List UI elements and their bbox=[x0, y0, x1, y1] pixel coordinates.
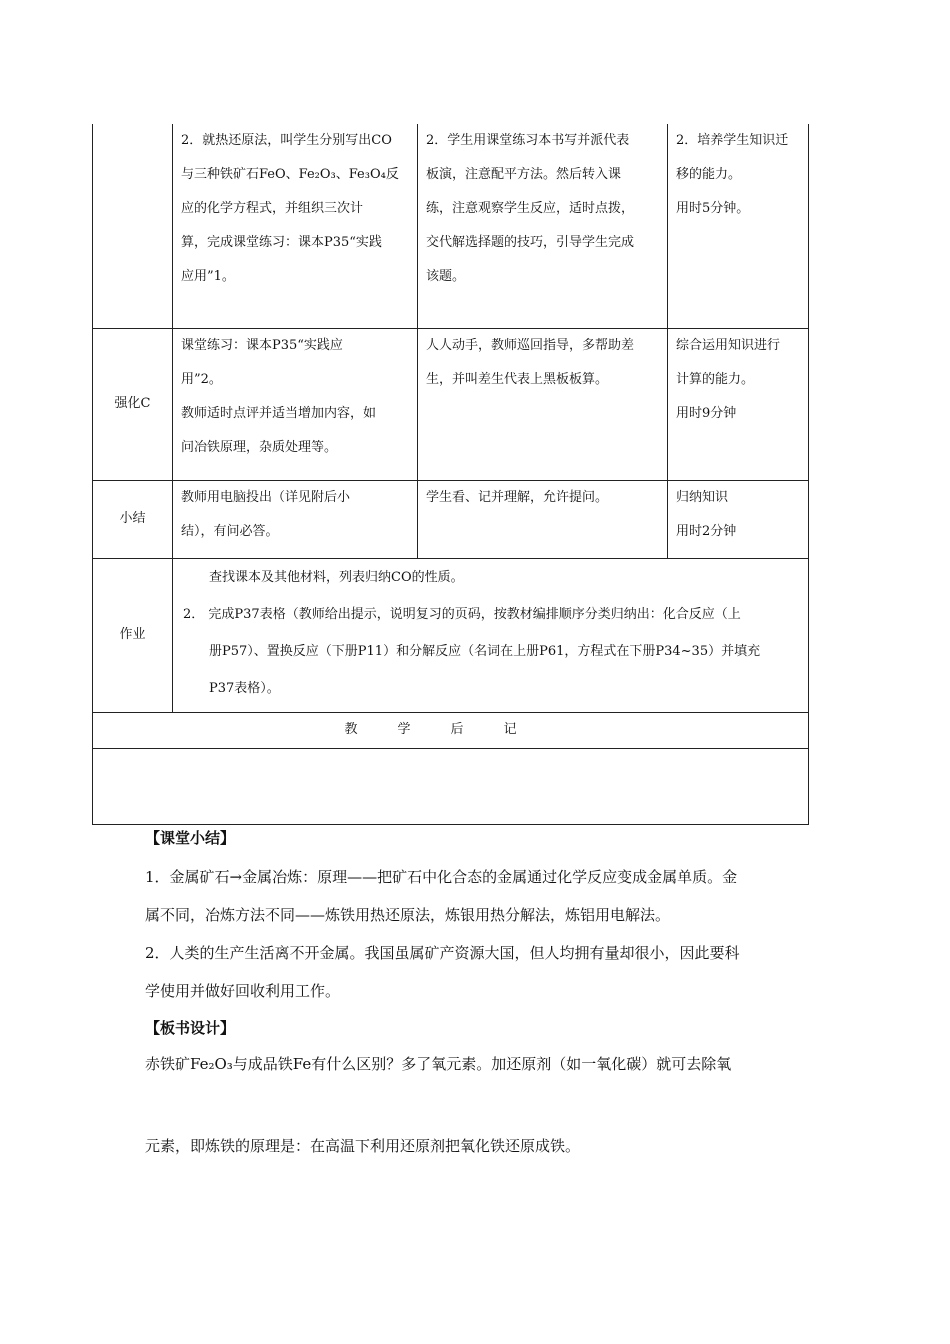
stage-label bbox=[93, 124, 173, 328]
afterword-content-cell bbox=[93, 748, 809, 824]
student-activity-cell bbox=[418, 328, 668, 480]
text-line: 用时5分钟。 bbox=[676, 201, 750, 216]
text-line: 交代解选择题的技巧，引导学生完成 bbox=[426, 235, 635, 250]
purpose-cell bbox=[668, 328, 809, 480]
text-line: 课堂练习：课本P35“实践应 bbox=[181, 337, 343, 353]
text-line: 练，注意观察学生反应，适时点拨， bbox=[426, 201, 635, 216]
text-line: 2．学生用课堂练习本书写并派代表 bbox=[426, 133, 630, 148]
class-summary-section bbox=[145, 826, 810, 850]
student-activity-cell bbox=[418, 124, 668, 328]
afterword-title: 教学后记 bbox=[93, 712, 809, 748]
table-row bbox=[93, 328, 809, 480]
board-design-line bbox=[145, 1134, 810, 1158]
teacher-activity-cell bbox=[173, 328, 418, 480]
purpose-cell bbox=[668, 124, 809, 328]
text-line: P37表格）。 bbox=[209, 680, 280, 696]
summary-line: 学使用并做好回收利用工作。 bbox=[145, 982, 341, 1000]
text-line: 结），有问必答。 bbox=[181, 523, 279, 539]
table-row bbox=[93, 124, 809, 328]
stage-label: 作业 bbox=[93, 558, 173, 712]
section-heading: 【板书设计】 bbox=[145, 1019, 236, 1037]
text-line: 用时9分钟 bbox=[676, 405, 737, 421]
text-line: 移的能力。 bbox=[676, 167, 742, 182]
text-line: 用”2。 bbox=[181, 371, 222, 387]
board-line: 赤铁矿Fe₂O₃与成品铁Fe有什么区别？多了氧元素。加还原剂（如一氧化碳）就可去除氧 bbox=[145, 1055, 732, 1073]
summary-line: 2．人类的生产生活离不开金属。我国虽属矿产资源大国，但人均拥有量却很小，因此要科 bbox=[145, 944, 740, 962]
text-line: 综合运用知识进行 bbox=[676, 337, 781, 353]
text-line: 归纳知识 bbox=[676, 489, 729, 505]
text-line: 学生看、记并理解，允许提问。 bbox=[426, 489, 609, 505]
table-row bbox=[93, 480, 809, 558]
text-line: 册P57）、置换反应（下册P11）和分解反应（名词在上册P61，方程式在下册P34~35）并填充 bbox=[209, 643, 761, 659]
text-line: 生，并叫差生代表上黑板板算。 bbox=[426, 371, 609, 387]
text-line: 与三种铁矿石FeO、Fe₂O₃、Fe₃O₄反 bbox=[181, 167, 399, 182]
text-line: 该题。 bbox=[426, 269, 466, 284]
table-row bbox=[93, 558, 809, 712]
summary-line: 1．金属矿石→金属冶炼：原理——把矿石中化合态的金属通过化学反应变成金属单质。金 bbox=[145, 868, 738, 886]
text-line: 计算的能力。 bbox=[676, 371, 755, 387]
lesson-plan-table bbox=[92, 124, 809, 825]
student-activity-cell bbox=[418, 480, 668, 558]
text-line: 教师适时点评并适当增加内容，如 bbox=[181, 405, 377, 421]
purpose-cell bbox=[668, 480, 809, 558]
text-line: 问冶铁原理，杂质处理等。 bbox=[181, 439, 338, 455]
stage-label: 强化C bbox=[93, 328, 173, 480]
table-row bbox=[93, 748, 809, 824]
text-line: 应的化学方程式，并组织三次计 bbox=[181, 201, 364, 216]
teacher-activity-cell bbox=[173, 480, 418, 558]
stage-label: 小结 bbox=[93, 480, 173, 558]
board-design-section bbox=[145, 1016, 810, 1040]
class-summary-body bbox=[145, 858, 810, 1010]
board-line: 元素，即炼铁的原理是：在高温下利用还原剂把氧化铁还原成铁。 bbox=[145, 1137, 581, 1155]
section-heading: 【课堂小结】 bbox=[145, 829, 236, 847]
text-line: 板演，注意配平方法。然后转入课 bbox=[426, 167, 622, 182]
board-design-line bbox=[145, 1052, 810, 1076]
summary-line: 属不同，冶炼方法不同——炼铁用热还原法，炼银用热分解法，炼铝用电解法。 bbox=[145, 906, 671, 924]
teacher-activity-cell bbox=[173, 124, 418, 328]
text-line: 用时2分钟 bbox=[676, 523, 737, 539]
text-line: 教师用电脑投出（详见附后小 bbox=[181, 489, 351, 505]
text-line: 应用”1。 bbox=[181, 269, 235, 284]
homework-cell bbox=[173, 558, 809, 712]
text-line: 2．就热还原法，叫学生分别写出CO bbox=[181, 133, 392, 148]
text-line: 查找课本及其他材料，列表归纳CO的性质。 bbox=[209, 569, 464, 585]
text-line: 算，完成课堂练习：课本P35“实践 bbox=[181, 235, 382, 250]
table-row bbox=[93, 712, 809, 748]
text-line: 人人动手，教师巡回指导，多帮助差 bbox=[426, 337, 635, 353]
text-line: 2．培养学生知识迁 bbox=[676, 133, 789, 148]
text-line: 2． 完成P37表格（教师给出提示，说明复习的页码，按教材编排顺序分类归纳出：化合反应（上 bbox=[183, 606, 741, 622]
